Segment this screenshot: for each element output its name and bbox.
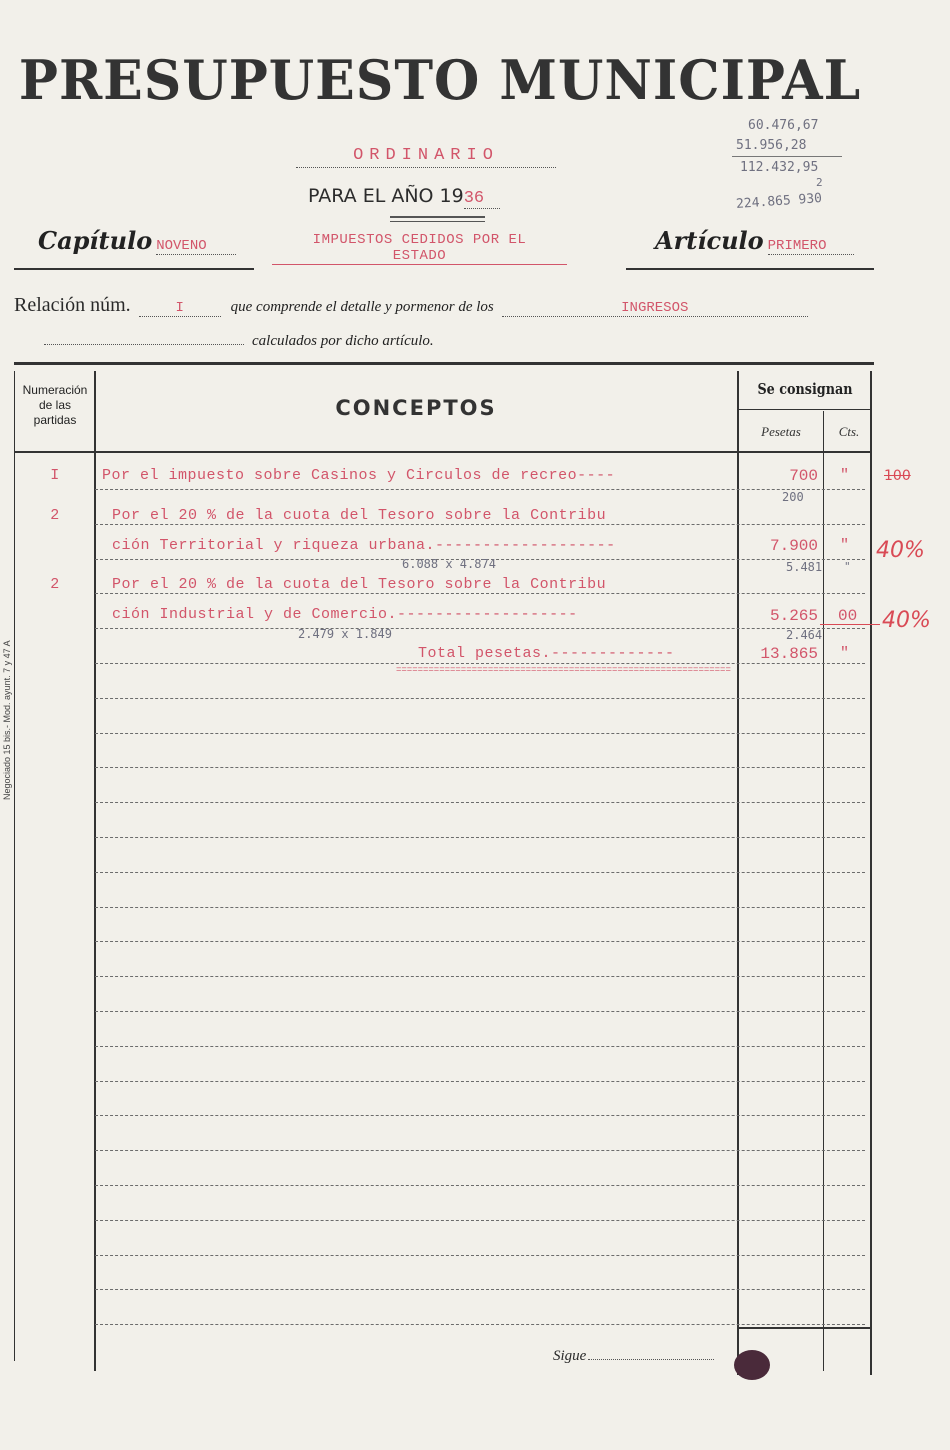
col-divider-cts — [823, 411, 824, 1371]
ledger-rule — [95, 1115, 865, 1116]
row-2-concept-line1: Por el 20 % de la cuota del Tesoro sobre la Contribu — [112, 507, 607, 524]
margin-note-3: 112.432,95 — [740, 160, 819, 175]
year-prefix: PARA EL AÑO 19 — [308, 185, 464, 207]
row-3-margin-line — [820, 624, 880, 625]
articulo-field — [655, 226, 854, 255]
row-3-concept-line1: Por el 20 % de la cuota del Tesoro sobre la Contribu — [112, 576, 607, 593]
ledger-rule — [95, 1324, 865, 1325]
row-2-cts: " — [840, 537, 850, 554]
row-2-note-above: 6.088 x 4.874 — [402, 557, 496, 571]
margin-note-5: 224.865 930 — [735, 191, 823, 212]
ledger-rule — [95, 1220, 865, 1221]
relacion-line — [14, 294, 884, 317]
row-3-margin-percent: 40% — [882, 608, 931, 633]
articulo-value: PRIMERO — [768, 238, 854, 255]
capitulo-concept-line2: ESTADO — [392, 248, 447, 264]
ledger-rule — [95, 1289, 865, 1290]
total-cts: " — [840, 645, 850, 662]
table-border-left — [14, 371, 15, 1361]
table-foot-rule — [737, 1327, 872, 1329]
head-pesetas: Pesetas — [761, 424, 801, 439]
row-2-note-cts: " — [844, 560, 851, 573]
row-2-concept-line2: ción Territorial y riqueza urbana.------------------- — [112, 537, 616, 554]
margin-note-1: 60.476,67 — [748, 118, 819, 133]
ornament-divider — [390, 216, 485, 222]
ledger-rule — [95, 802, 865, 803]
total-label: Total pesetas.------------- — [418, 645, 675, 662]
relacion-type: INGRESOS — [502, 300, 808, 317]
ledger-rule — [95, 1011, 865, 1012]
row-1-cts: " — [840, 467, 850, 484]
row-3-pesetas: 5.265 — [769, 607, 818, 625]
ledger-rule — [95, 698, 865, 699]
row-3-cts: 00 — [838, 607, 858, 625]
ledger-rule — [95, 837, 865, 838]
row-3-concept-line2: ción Industrial y de Comercio.------------------- — [112, 606, 578, 623]
row-1-margin-strike: 100 — [884, 468, 911, 484]
row-1-pesetas: 700 — [789, 467, 818, 485]
side-print: Negociado 15 bis.- Mod. ayunt. 7 y 47 A — [2, 640, 12, 800]
margin-note-2: 51.956,28 — [736, 138, 807, 153]
col-divider-pesetas — [737, 371, 739, 1375]
ledger-rule — [95, 1255, 865, 1256]
capitulo-value: NOVENO — [156, 238, 236, 255]
page-title: PRESUPUESTO MUNICIPAL — [18, 48, 862, 113]
ledger-rule — [95, 733, 865, 734]
articulo-label: Artículo — [655, 226, 764, 255]
margin-note-rule — [732, 156, 842, 157]
row-3-note-amount: 2.464 — [786, 628, 823, 642]
capitulo-rule — [14, 268, 254, 270]
capitulo-concept-line1: IMPUESTOS CEDIDOS POR EL — [312, 232, 527, 248]
relacion-text-2: calculados por dicho artículo. — [252, 333, 434, 349]
total-value: 13.865 — [760, 645, 818, 663]
sigue-label: Sigue — [553, 1348, 587, 1364]
relacion-number: I — [139, 300, 221, 317]
head-cts: Cts. — [838, 424, 860, 439]
ledger-rule — [95, 593, 865, 594]
ledger-rule — [95, 907, 865, 908]
consignan-rule — [739, 409, 872, 410]
row-3-note-below: 2.479 x 1.849 — [298, 627, 392, 641]
row-2-note-amount: 5.481 — [786, 560, 823, 574]
relacion-label: Relación núm. — [14, 294, 131, 316]
head-numeracion: Numeración de las partidas — [22, 383, 88, 427]
row-3-number: 2 — [50, 576, 60, 593]
ledger-rule — [95, 872, 865, 873]
margin-note-4: 2 — [816, 176, 823, 189]
ledger-rule — [95, 1185, 865, 1186]
ledger-rule — [95, 767, 865, 768]
total-double-rule: ============================================================== — [396, 665, 731, 675]
row-2-pesetas: 7.900 — [769, 537, 818, 555]
ledger-rule — [95, 1081, 865, 1082]
relacion-blank-dots — [44, 344, 244, 345]
sigue-line — [553, 1348, 714, 1365]
row-1-note-amount: 200 — [782, 490, 804, 504]
year-value: 36 — [464, 189, 500, 209]
articulo-rule — [626, 268, 874, 270]
budget-type: ORDINARIO — [296, 146, 556, 168]
ink-blot — [734, 1350, 770, 1380]
relacion-text-1: que comprende el detalle y pormenor de los — [230, 299, 494, 315]
head-se-consignan: Se consignan — [757, 380, 853, 398]
row-2-number: 2 — [50, 507, 60, 524]
row-2-margin-percent: 40% — [876, 538, 925, 563]
head-conceptos: CONCEPTOS — [335, 396, 497, 420]
ledger-rule — [95, 941, 865, 942]
row-1-number: I — [50, 467, 60, 484]
sigue-dots — [588, 1359, 714, 1360]
table-head-rule — [14, 451, 872, 453]
capitulo-field — [38, 226, 236, 255]
budget-year-line — [308, 185, 500, 209]
row-1-concept: Por el impuesto sobre Casinos y Circulos de recreo---- — [102, 467, 616, 484]
ledger-rule — [95, 628, 865, 629]
table-border-right — [870, 371, 872, 1375]
ledger-rule — [95, 1150, 865, 1151]
ledger-rule — [95, 663, 865, 664]
ledger-rule — [95, 976, 865, 977]
capitulo-label: Capítulo — [38, 226, 153, 255]
capitulo-concept — [272, 232, 567, 265]
ledger-rule — [95, 1046, 865, 1047]
ledger-rule — [95, 489, 865, 490]
